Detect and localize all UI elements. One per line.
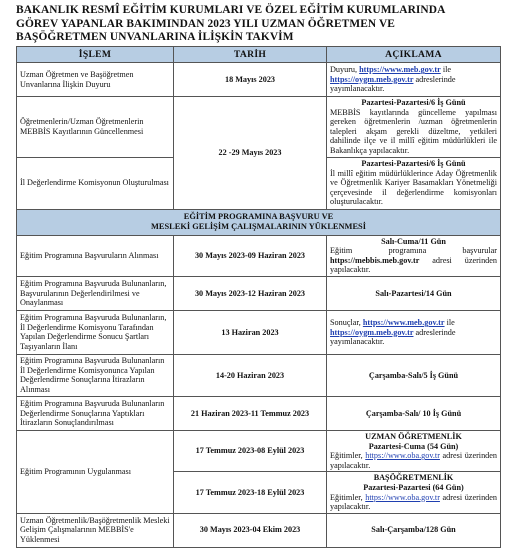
section-row [17,209,501,235]
table-row [17,235,501,276]
table-row [17,276,501,310]
tarih-cell: 30 Mayıs 2023-04 Ekim 2023 [174,513,327,547]
oygm-link[interactable]: https://oygm.meb.gov.tr [330,327,414,337]
title-line-3: BAŞÖĞRETMEN UNVANLARINA İLİŞKİN TAKVİM [16,31,294,44]
title-line-1: BAKANLIK RESMÎ EĞİTİM KURUMLARI VE ÖZEL EĞİTİM KURUMLARINDA [16,4,446,16]
header-islem: İŞLEM [17,47,174,63]
aciklama-cell: Çarşamba-Salı/ 10 İş Günü [327,396,501,430]
aciklama-cell: Salı-Çarşamba/128 Gün [327,513,501,547]
islem-cell: Uzman Öğretmen ve Başöğretmen Unvanlarına İlişkin Duyuru [17,63,174,97]
islem-cell: Eğitim Programına Başvuruda Bulunanların İl Değerlendirme Komisyonunca Yapılan Değerlendirme Sonuçlarına İtirazların Alınması [17,354,174,396]
meb-link[interactable]: https://www.meb.gov.tr [359,65,441,75]
document-title [16,4,500,45]
islem-cell: Öğretmenlerin/Uzman Öğretmenlerin MEBBİS Kayıtlarının Güncellenmesi [17,97,174,158]
tarih-cell: 14-20 Haziran 2023 [174,354,327,396]
table-row [17,354,501,396]
tarih-cell: 30 Mayıs 2023-09 Haziran 2023 [174,235,327,276]
tarih-cell: 13 Haziran 2023 [174,310,327,354]
mebbis-link[interactable]: https://mebbis.meb.gov.tr [330,255,420,265]
oygm-link[interactable]: https://oygm.meb.gov.tr [330,74,414,84]
islem-cell: Eğitim Programının Uygulanması [17,430,174,513]
tarih-cell: 22 -29 Mayıs 2023 [174,97,327,210]
header-tarih: TARİH [174,47,327,63]
header-row [17,47,501,63]
table-row [17,513,501,547]
tarih-cell: 30 Mayıs 2023-12 Haziran 2023 [174,276,327,310]
header-aciklama: AÇIKLAMA [327,47,501,63]
aciklama-cell: UZMAN ÖĞRETMENLİK Pazartesi-Cuma (54 Gün) Eğitimler, https://www.oba.gov.tr adresi üzerinden yapılacaktır. [327,430,501,471]
aciklama-cell: Pazartesi-Pazartesi/6 İş Günü MEBBİS kayıtlarında güncelleme yapılması gereken öğretmenlerin /uzman öğretmenlerin talepleri akşam gerekli düzeltme, yetkileri dahilinde ilçe ve il millî eğitim müdürlükleri ile Bakanlıkça yapılacaktır. [327,97,501,158]
oba-link[interactable]: https://www.oba.gov.tr [365,492,440,502]
aciklama-cell: BAŞÖĞRETMENLİK Pazartesi-Pazartesi (64 Gün) Eğitimler, https://www.oba.gov.tr adresi üzerinden yapılacaktır. [327,472,501,513]
tarih-cell: 17 Temmuz 2023-18 Eylül 2023 [174,472,327,513]
tarih-cell: 17 Temmuz 2023-08 Eylül 2023 [174,430,327,471]
oba-link[interactable]: https://www.oba.gov.tr [365,451,440,461]
table-row [17,63,501,97]
title-line-2: GÖREV YAPANLAR BAKIMINDAN 2023 YILI UZMAN ÖĞRETMEN VE [16,17,396,30]
islem-cell: Eğitim Programına Başvuruların Alınması [17,235,174,276]
meb-link[interactable]: https://www.meb.gov.tr [362,318,445,328]
section-heading: EĞİTİM PROGRAMINA BAŞVURU VE MESLEKİ GELİŞİM ÇALIŞMALARININ YÜKLENMESİ [17,209,501,235]
islem-cell: İl Değerlendirme Komisyonun Oluşturulması [17,157,174,209]
aciklama-cell: Sonuçlar, https://www.meb.gov.tr ile https://oygm.meb.gov.tr adreslerinde yayımlanacaktır. [327,310,501,354]
aciklama-cell: Salı-Pazartesi/14 Gün [327,276,501,310]
table-row [17,97,501,158]
aciklama-cell: Pazartesi-Pazartesi/6 İş Günü İl millî eğitim müdürlüklerince Aday Öğretmenlik ve Öğretmenlik Kariyer Basamakları Yönetmeliği çerçevesinde il değerlendirme komisyonları oluşturulacaktır. [327,157,501,209]
islem-cell: Eğitim Programına Başvuruda Bulunanların, Başvurularının Değerlendirilmesi ve Onaylanması [17,276,174,310]
table-row [17,396,501,430]
aciklama-cell: Duyuru, https://www.meb.gov.tr ile https://oygm.meb.gov.tr adreslerinde yayımlanacaktır. [327,63,501,97]
calendar-table [16,46,501,548]
table-row [17,310,501,354]
tarih-cell: 18 Mayıs 2023 [174,63,327,97]
islem-cell: Uzman Öğretmenlik/Başöğretmenlik Mesleki Gelişim Çalışmalarının MEBBİS'e Yüklenmesi [17,513,174,547]
islem-cell: Eğitim Programına Başvuruda Bulunanların, İl Değerlendirme Komisyonu Tarafından Yapılan Değerlendirme Sonucu Şartları Taşıyanların İlanı [17,310,174,354]
islem-cell: Eğitim Programına Başvuruda Bulunanların Değerlendirme Sonuçlarına Yaptıkları İtirazların Sonuçlandırılması [17,396,174,430]
table-row [17,430,501,471]
aciklama-cell: Çarşamba-Salı/5 İş Günü [327,354,501,396]
tarih-cell: 21 Haziran 2023-11 Temmuz 2023 [174,396,327,430]
aciklama-cell: Salı-Cuma/11 Gün Eğitim programına başvurular https://mebbis.meb.gov.tr adresi üzerinden yapılacaktır. [327,235,501,276]
